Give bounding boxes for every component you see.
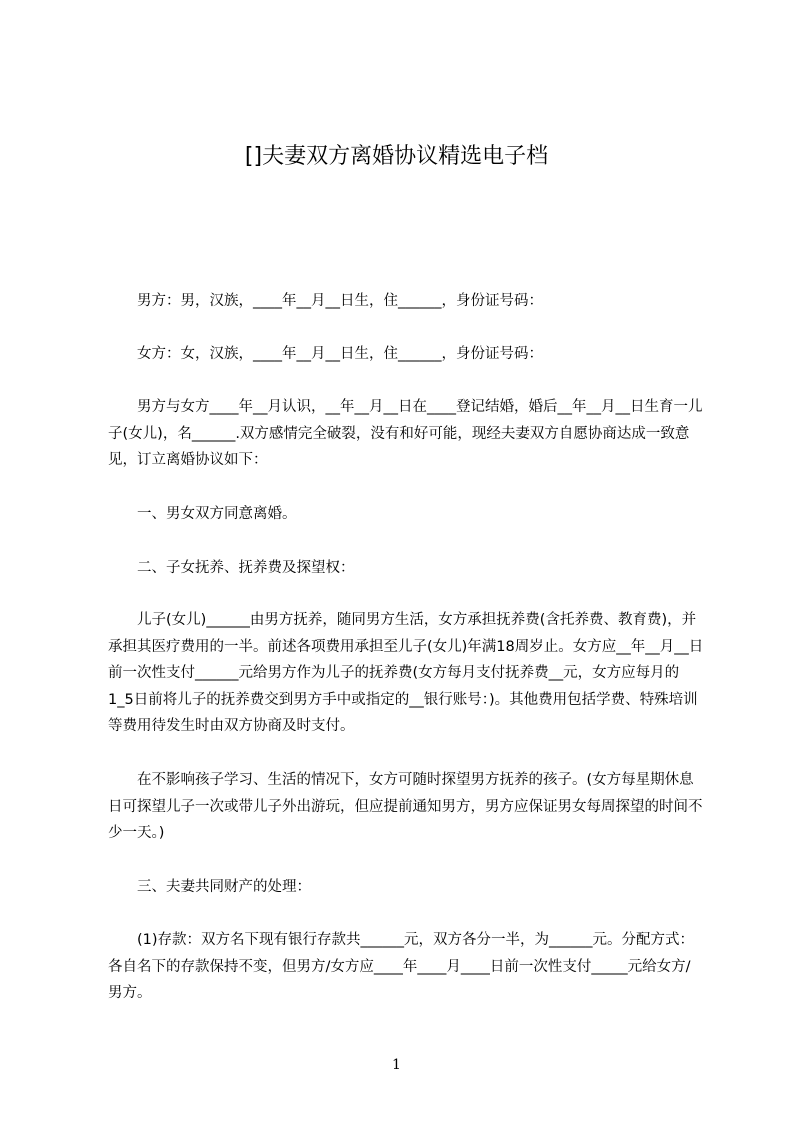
paragraph-introduction: 男方与女方____年__月认识，__年__月__日在____登记结婚，婚后__年__月__日生育一儿子(女儿)，名______.双方感情完全破裂，没有和好可能，现经夫妻双方自愿协商达成一致意见，订立离婚协议如下： <box>108 399 703 468</box>
paragraph-child-support: 儿子(女儿)______由男方抚养，随同男方生活，女方承担抚养费(含托养费、教育费)，并承担其医疗费用的一半。前述各项费用承担至儿子(女儿)年满18周岁止。女方应__年__月__日前一次性支付______元给男方作为儿子的抚养费(女方每月支付抚养费__元，女方应每月的1_5日前将儿子的抚养费交到男方手中或指定的__银行账号：)。其他费用包括学费、特殊培训等费用待发生时由双方协商及时支付。 <box>108 612 704 734</box>
clause-2-heading: 二、子女抚养、抚养费及探望权： <box>137 560 355 576</box>
paragraph-female-party: 女方：女，汉族，____年__月__日生，住______，身份证号码： <box>137 346 543 362</box>
document-title: []夫妻双方离婚协议精选电子档 <box>244 144 549 169</box>
clause-3-heading: 三、夫妻共同财产的处理： <box>137 879 311 895</box>
paragraph-savings: (1)存款：双方名下现有银行存款共______元，双方各分一半，为______元。分配方式：各自名下的存款保持不变，但男方/女方应____年____月____日前一次性支付_____元给女方/男方。 <box>108 932 695 1001</box>
paragraph-male-party: 男方：男，汉族，____年__月__日生，住______，身份证号码： <box>137 293 543 309</box>
paragraph-visitation: 在不影响孩子学习、生活的情况下，女方可随时探望男方抚养的孩子。(女方每星期休息日可探望儿子一次或带儿子外出游玩，但应提前通知男方，男方应保证男女每周探望的时间不少一天。) <box>108 772 703 841</box>
page-number: 1 <box>392 1057 401 1073</box>
clause-1-heading: 一、男女双方同意离婚。 <box>137 506 297 522</box>
